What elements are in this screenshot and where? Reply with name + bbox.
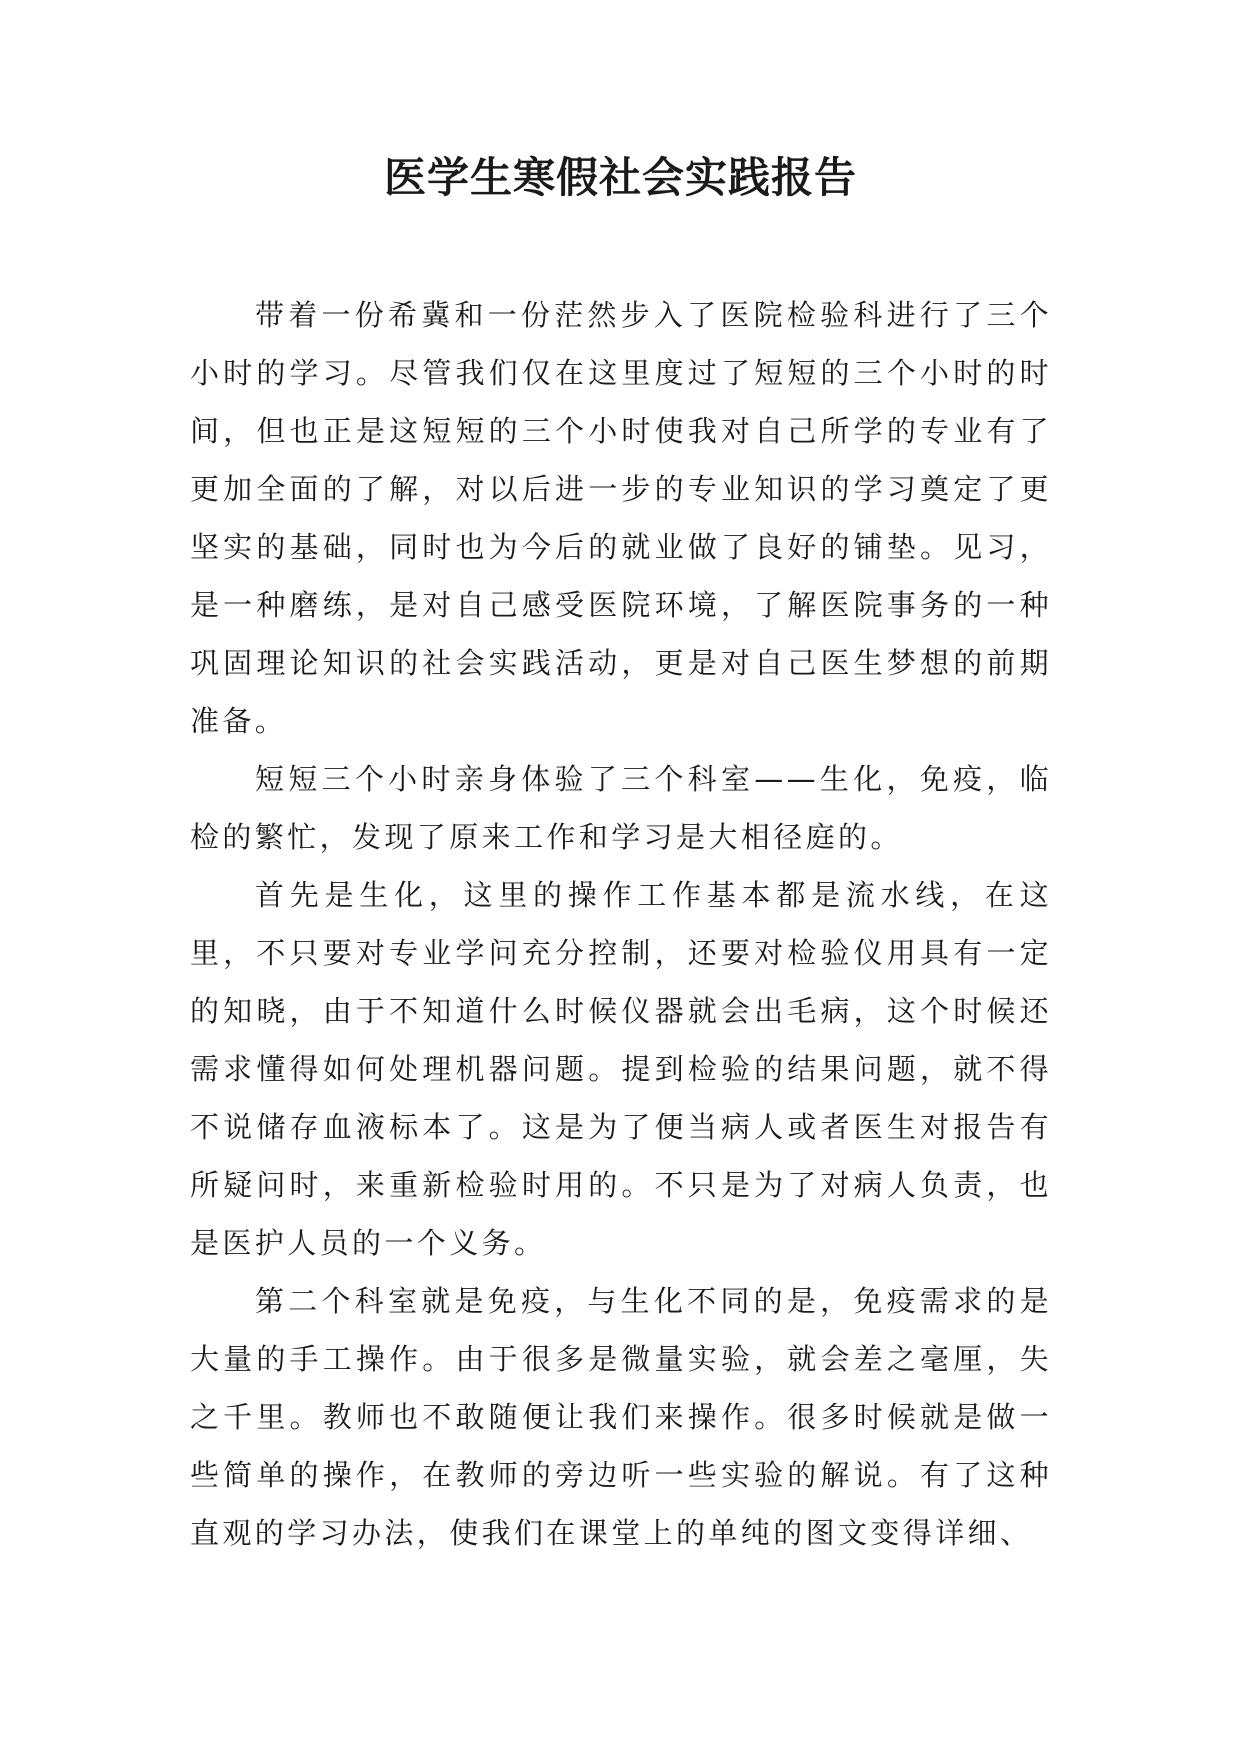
paragraph-intro: 带着一份希冀和一份茫然步入了医院检验科进行了三个小时的学习。尽管我们仅在这里度过了短短的三个小时的时间，但也正是这短短的三个小时使我对自己所学的专业有了更加全面的了解，对以后进一步的专业知识的学习奠定了更坚实的基础，同时也为今后的就业做了良好的铺垫。见习，是一种磨练，是对自己感受医院环境，了解医院事务的一种巩固理论知识的社会实践活动，更是对自己医生梦想的前期准备。 xyxy=(190,298,1052,738)
document-body xyxy=(190,286,1052,1562)
paragraph-departments: 短短三个小时亲身体验了三个科室——生化，免疫，临检的繁忙，发现了原来工作和学习是大相径庭的。 xyxy=(190,762,1052,854)
paragraph-biochemistry: 首先是生化，这里的操作工作基本都是流水线，在这里，不只要对专业学问充分控制，还要对检验仪用具有一定的知晓，由于不知道什么时候仪器就会出毛病，这个时候还需求懂得如何处理机器问题。提到检验的结果问题，就不得不说储存血液标本了。这是为了便当病人或者医生对报告有所疑问时，来重新检验时用的。不只是为了对病人负责，也是医护人员的一个义务。 xyxy=(190,878,1052,1260)
paragraph-immunology: 第二个科室就是免疫，与生化不同的是，免疫需求的是大量的手工操作。由于很多是微量实验，就会差之毫厘，失之千里。教师也不敢随便让我们来操作。很多时候就是做一些简单的操作，在教师的旁边听一些实验的解说。有了这种直观的学习办法，使我们在课堂上的单纯的图文变得详细、 xyxy=(190,1284,1052,1550)
document-title: 医学生寒假社会实践报告 xyxy=(383,153,857,202)
